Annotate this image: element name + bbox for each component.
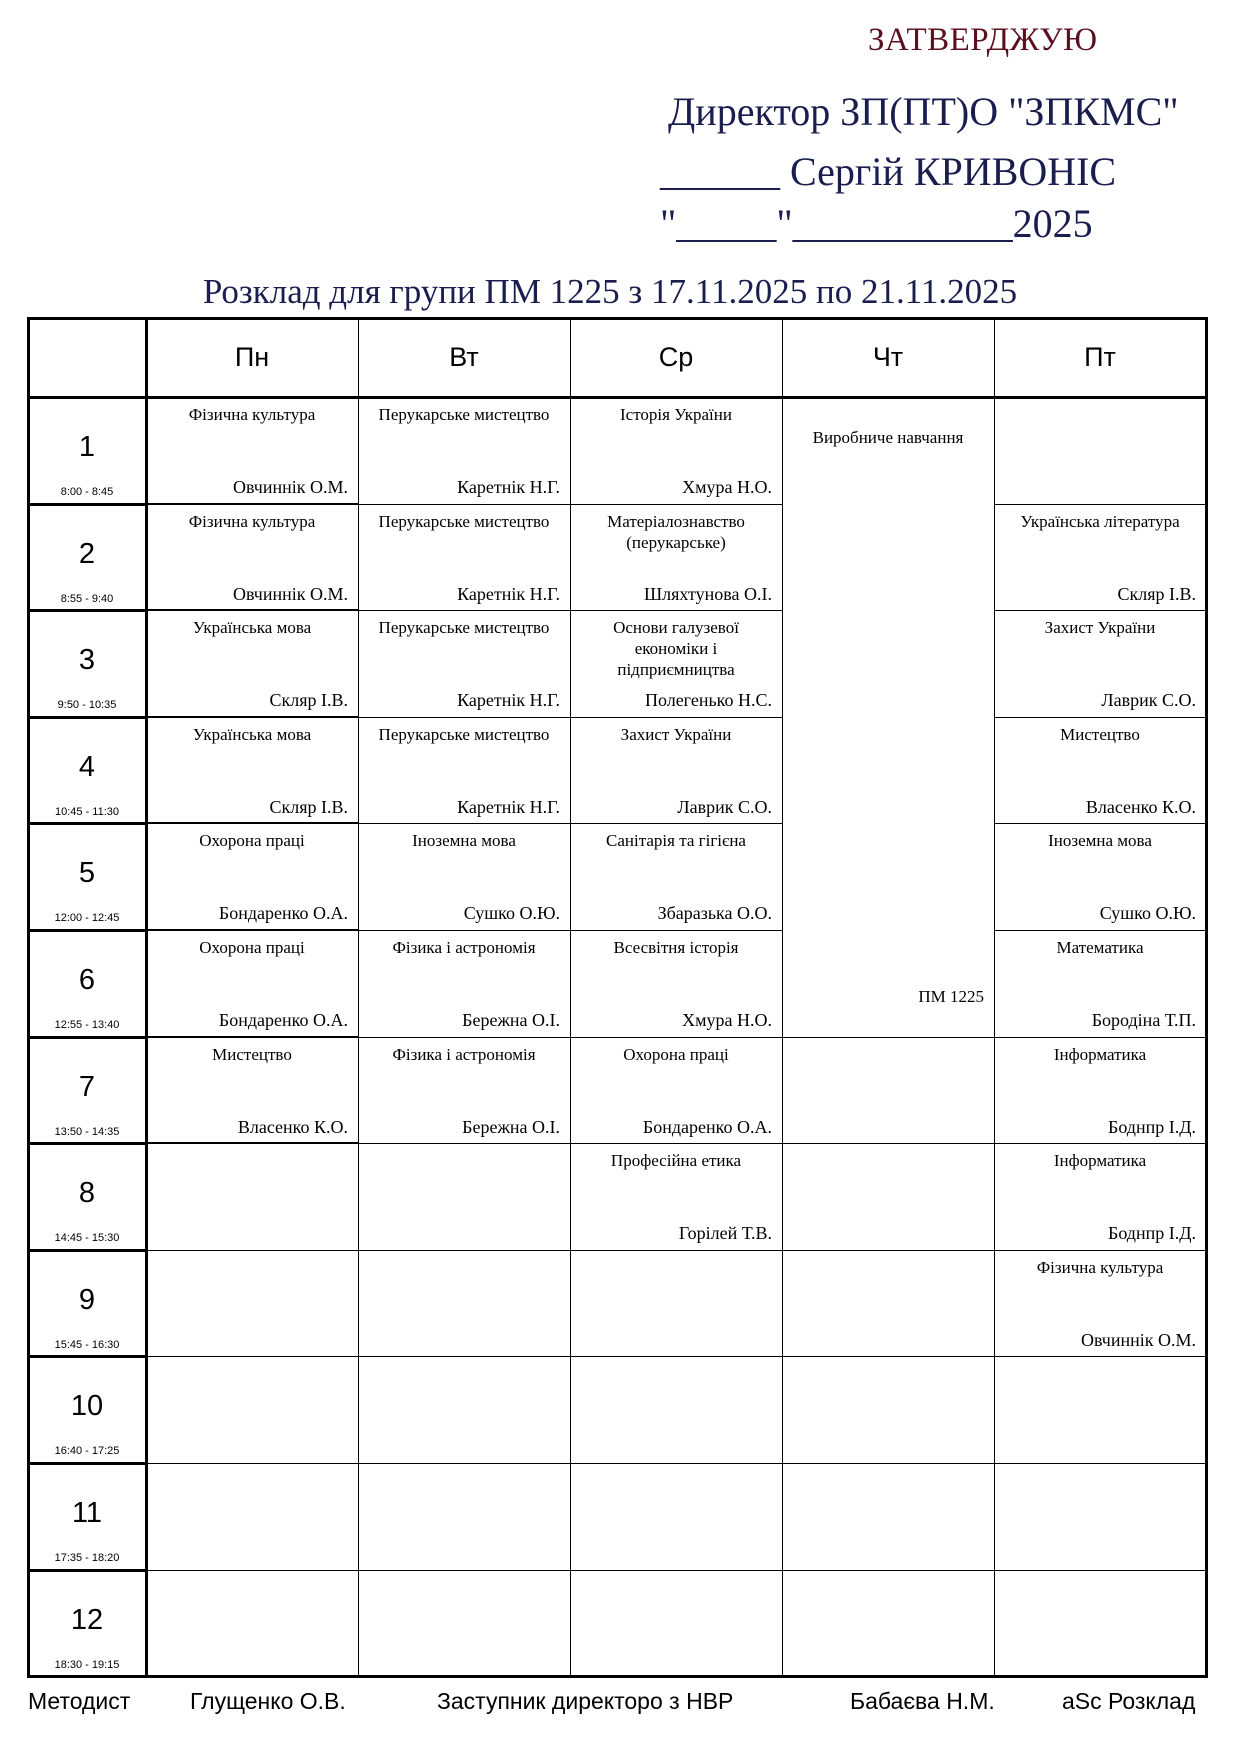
lesson-subject: Іноземна мова bbox=[412, 831, 516, 851]
period-time: 12:00 - 12:45 bbox=[54, 912, 120, 925]
row-divider bbox=[146, 716, 358, 718]
period-number: 7 bbox=[78, 1070, 96, 1103]
lesson-subject: Охорона праці bbox=[623, 1044, 729, 1064]
lesson-teacher: Лаврик С.О. bbox=[677, 796, 772, 817]
lesson-teacher: Бондаренко О.А. bbox=[642, 1116, 772, 1137]
row-divider bbox=[994, 1143, 1206, 1144]
lesson-subject: Українська мова bbox=[192, 618, 312, 638]
row-divider bbox=[358, 504, 570, 505]
software-credit: aSc Розклад bbox=[1062, 1688, 1196, 1714]
lesson-teacher: Каретнік Н.Г. bbox=[457, 690, 560, 711]
lesson-subject: Фізична культура bbox=[188, 511, 316, 531]
table-border-bottom bbox=[27, 1675, 1208, 1678]
row-divider bbox=[146, 1250, 358, 1251]
lesson-subject: Фізична культура bbox=[188, 405, 316, 424]
lesson-subject: Всесвітня історія bbox=[613, 938, 739, 957]
period-number: 12 bbox=[70, 1603, 104, 1636]
merged-lesson-subject: Виробниче навчання bbox=[812, 428, 964, 447]
period-time: 17:35 - 18:20 bbox=[54, 1552, 120, 1564]
lesson-subject: Математика bbox=[1056, 938, 1144, 957]
row-divider bbox=[570, 610, 782, 611]
period-number: 6 bbox=[78, 964, 96, 996]
row-divider bbox=[570, 504, 782, 505]
period-time: 15:45 - 16:30 bbox=[54, 1338, 120, 1351]
lesson-teacher: Скляр І.В. bbox=[269, 796, 348, 817]
column-divider bbox=[782, 318, 783, 1676]
methodist-name: Глущенко О.В. bbox=[190, 1688, 346, 1714]
lesson-subject: Іноземна мова bbox=[1048, 831, 1152, 851]
lesson-subject: Інформатика bbox=[1053, 1151, 1147, 1171]
row-divider bbox=[358, 930, 570, 931]
row-divider bbox=[28, 929, 146, 932]
period-number: 1 bbox=[78, 431, 96, 463]
column-divider bbox=[570, 318, 571, 1676]
period-time: 9:50 - 10:35 bbox=[57, 699, 117, 712]
lesson-teacher: Власенко К.О. bbox=[237, 1116, 348, 1137]
period-time: 8:00 - 8:45 bbox=[60, 486, 114, 498]
lesson-teacher: Каретнік Н.Г. bbox=[457, 477, 560, 497]
row-divider bbox=[570, 1143, 782, 1144]
day-header-4: Чт bbox=[872, 342, 904, 372]
row-divider bbox=[358, 1143, 570, 1144]
row-divider bbox=[994, 717, 1206, 718]
lesson-subject: Фізика і астрономія bbox=[392, 1044, 536, 1064]
period-time: 12:55 - 13:40 bbox=[54, 1019, 120, 1031]
lesson-subject: Перукарське мистецтво bbox=[378, 724, 550, 744]
day-header-3: Ср bbox=[658, 342, 694, 372]
period-time: 8:55 - 9:40 bbox=[60, 592, 114, 605]
methodist-label: Методист bbox=[28, 1688, 131, 1714]
lesson-teacher: Каретнік Н.Г. bbox=[457, 583, 560, 604]
row-divider bbox=[994, 610, 1206, 611]
deputy-name: Бабаєва Н.М. bbox=[850, 1688, 995, 1714]
period-time: 10:45 - 11:30 bbox=[54, 805, 119, 818]
row-divider bbox=[782, 1143, 994, 1144]
lesson-teacher: Бондаренко О.А. bbox=[218, 903, 348, 924]
lesson-teacher: Хмура Н.О. bbox=[682, 1010, 772, 1030]
lesson-teacher: Овчиннік О.М. bbox=[1080, 1329, 1196, 1350]
row-divider bbox=[28, 822, 146, 825]
row-divider bbox=[146, 1463, 358, 1464]
period-time: 14:45 - 15:30 bbox=[54, 1232, 120, 1245]
row-divider bbox=[782, 1463, 994, 1464]
lesson-subject: Перукарське мистецтво bbox=[378, 618, 550, 638]
row-divider bbox=[782, 1037, 994, 1038]
lesson-teacher: Лаврик С.О. bbox=[1101, 690, 1196, 711]
row-divider bbox=[28, 1249, 146, 1252]
lesson-subject: Мистецтво bbox=[1060, 724, 1140, 744]
lesson-teacher: Сушко О.Ю. bbox=[1099, 903, 1196, 924]
row-divider bbox=[570, 1250, 782, 1251]
row-divider bbox=[358, 610, 570, 611]
row-divider bbox=[358, 1570, 570, 1571]
lesson-teacher: Скляр І.В. bbox=[269, 690, 348, 711]
lesson-subject: Професійна етика bbox=[610, 1151, 742, 1171]
period-number: 8 bbox=[78, 1177, 96, 1210]
row-divider bbox=[146, 503, 358, 505]
row-divider bbox=[28, 1142, 146, 1145]
day-header-1: Пн bbox=[234, 342, 270, 372]
period-time: 18:30 - 19:15 bbox=[54, 1658, 120, 1671]
day-header-2: Вт bbox=[449, 342, 479, 372]
row-divider bbox=[358, 1037, 570, 1038]
director-signature: ______ Сергій КРИВОНІС bbox=[660, 149, 1117, 194]
row-divider bbox=[358, 717, 570, 718]
column-divider bbox=[358, 318, 359, 1676]
lesson-teacher: Полегенько Н.С. bbox=[644, 690, 772, 711]
row-divider bbox=[994, 1463, 1206, 1464]
lesson-teacher: Бережна О.І. bbox=[462, 1010, 560, 1030]
period-number: 11 bbox=[71, 1497, 103, 1529]
period-number: 3 bbox=[78, 644, 96, 677]
row-divider bbox=[28, 1569, 146, 1572]
lesson-subject: Інформатика bbox=[1053, 1044, 1147, 1064]
lesson-teacher: Боднпр І.Д. bbox=[1107, 1223, 1196, 1244]
lesson-teacher: Власенко К.О. bbox=[1085, 796, 1196, 817]
director-title: Директор ЗП(ПТ)О "ЗПКМС" bbox=[668, 89, 1179, 134]
lesson-subject: Санітарія та гігієна bbox=[606, 831, 746, 851]
lesson-subject: Захист України bbox=[1044, 618, 1156, 638]
row-divider bbox=[570, 1570, 782, 1571]
row-divider bbox=[570, 930, 782, 931]
row-divider bbox=[570, 1356, 782, 1357]
row-divider bbox=[994, 930, 1206, 931]
lesson-subject: Фізична культура bbox=[1036, 1257, 1164, 1277]
row-divider bbox=[28, 503, 146, 506]
row-divider bbox=[146, 1036, 358, 1038]
row-divider bbox=[570, 1037, 782, 1038]
lesson-subject: Мистецтво bbox=[212, 1044, 292, 1064]
period-time: 16:40 - 17:25 bbox=[54, 1445, 120, 1458]
lesson-teacher: Горілей Т.В. bbox=[678, 1223, 772, 1244]
row-divider bbox=[994, 1250, 1206, 1251]
lesson-teacher: Боднпр І.Д. bbox=[1107, 1116, 1196, 1137]
lesson-teacher: Бородіна Т.П. bbox=[1091, 1010, 1196, 1030]
row-divider bbox=[358, 823, 570, 824]
row-divider bbox=[358, 1356, 570, 1357]
lesson-teacher: Бондаренко О.А. bbox=[218, 1010, 348, 1030]
row-divider bbox=[146, 609, 358, 611]
table-border-right bbox=[1205, 317, 1208, 1677]
period-number: 10 bbox=[70, 1390, 104, 1423]
row-divider bbox=[146, 929, 358, 931]
row-divider bbox=[28, 716, 146, 719]
row-divider bbox=[570, 717, 782, 718]
lesson-teacher: Шляхтунова О.І. bbox=[644, 583, 772, 604]
lesson-subject: Перукарське мистецтво bbox=[378, 511, 550, 531]
row-divider bbox=[28, 1036, 146, 1039]
row-divider bbox=[570, 1463, 782, 1464]
deputy-label: Заступник директоро з НВР bbox=[437, 1688, 734, 1714]
row-divider bbox=[358, 1250, 570, 1251]
lesson-teacher: Сушко О.Ю. bbox=[463, 903, 560, 924]
row-divider bbox=[782, 1250, 994, 1251]
table-border-top bbox=[27, 317, 1208, 320]
period-number: 5 bbox=[78, 857, 96, 890]
lesson-subject: Українська мова bbox=[192, 724, 312, 744]
row-divider bbox=[570, 823, 782, 824]
row-divider bbox=[146, 822, 358, 824]
header-divider bbox=[28, 396, 1206, 399]
lesson-teacher: Овчиннік О.М. bbox=[232, 583, 348, 604]
period-time: 13:50 - 14:35 bbox=[54, 1125, 120, 1138]
row-divider bbox=[994, 1570, 1206, 1571]
row-divider bbox=[994, 823, 1206, 824]
row-divider bbox=[146, 1570, 358, 1571]
lesson-teacher: Овчиннік О.М. bbox=[232, 477, 348, 497]
lesson-subject: Охорона праці bbox=[199, 938, 305, 957]
row-divider bbox=[28, 1355, 146, 1358]
row-divider bbox=[782, 1356, 994, 1357]
row-divider bbox=[994, 1356, 1206, 1357]
lesson-teacher: Скляр І.В. bbox=[1117, 583, 1196, 604]
merged-lesson-group: ПМ 1225 bbox=[918, 986, 984, 1006]
row-divider bbox=[994, 1037, 1206, 1038]
lesson-subject: Історія України bbox=[620, 405, 732, 424]
lesson-subject: Українська література bbox=[1020, 511, 1180, 531]
row-divider bbox=[146, 1142, 358, 1144]
period-number: 4 bbox=[78, 750, 96, 783]
row-divider bbox=[28, 1462, 146, 1465]
row-divider bbox=[358, 1463, 570, 1464]
column-divider bbox=[994, 318, 995, 1676]
lesson-teacher: Каретнік Н.Г. bbox=[457, 796, 560, 817]
row-divider bbox=[146, 1356, 358, 1357]
period-number: 9 bbox=[78, 1283, 96, 1316]
row-divider bbox=[994, 504, 1206, 505]
row-divider bbox=[28, 609, 146, 612]
day-header-5: Пт bbox=[1084, 342, 1116, 372]
lesson-teacher: Хмура Н.О. bbox=[682, 477, 772, 497]
row-divider bbox=[782, 1570, 994, 1571]
lesson-subject: Захист України bbox=[620, 724, 732, 744]
lesson-subject: Фізика і астрономія bbox=[392, 938, 536, 957]
schedule-title: Розклад для групи ПМ 1225 з 17.11.2025 по 21.11.2025 bbox=[202, 272, 1018, 311]
lesson-teacher: Збаразька О.О. bbox=[657, 903, 772, 924]
approval-date: "_____"___________2025 bbox=[660, 201, 1093, 246]
lesson-subject: Основи галузевої економіки і підприємництва bbox=[613, 618, 739, 680]
lesson-subject: Матеріалознавство (перукарське) bbox=[607, 511, 745, 552]
period-number: 2 bbox=[78, 537, 96, 570]
lesson-teacher: Бережна О.І. bbox=[462, 1116, 560, 1137]
lesson-subject: Перукарське мистецтво bbox=[378, 405, 550, 424]
lesson-subject: Охорона праці bbox=[199, 831, 305, 851]
approval-heading: ЗАТВЕРДЖУЮ bbox=[868, 22, 1098, 58]
